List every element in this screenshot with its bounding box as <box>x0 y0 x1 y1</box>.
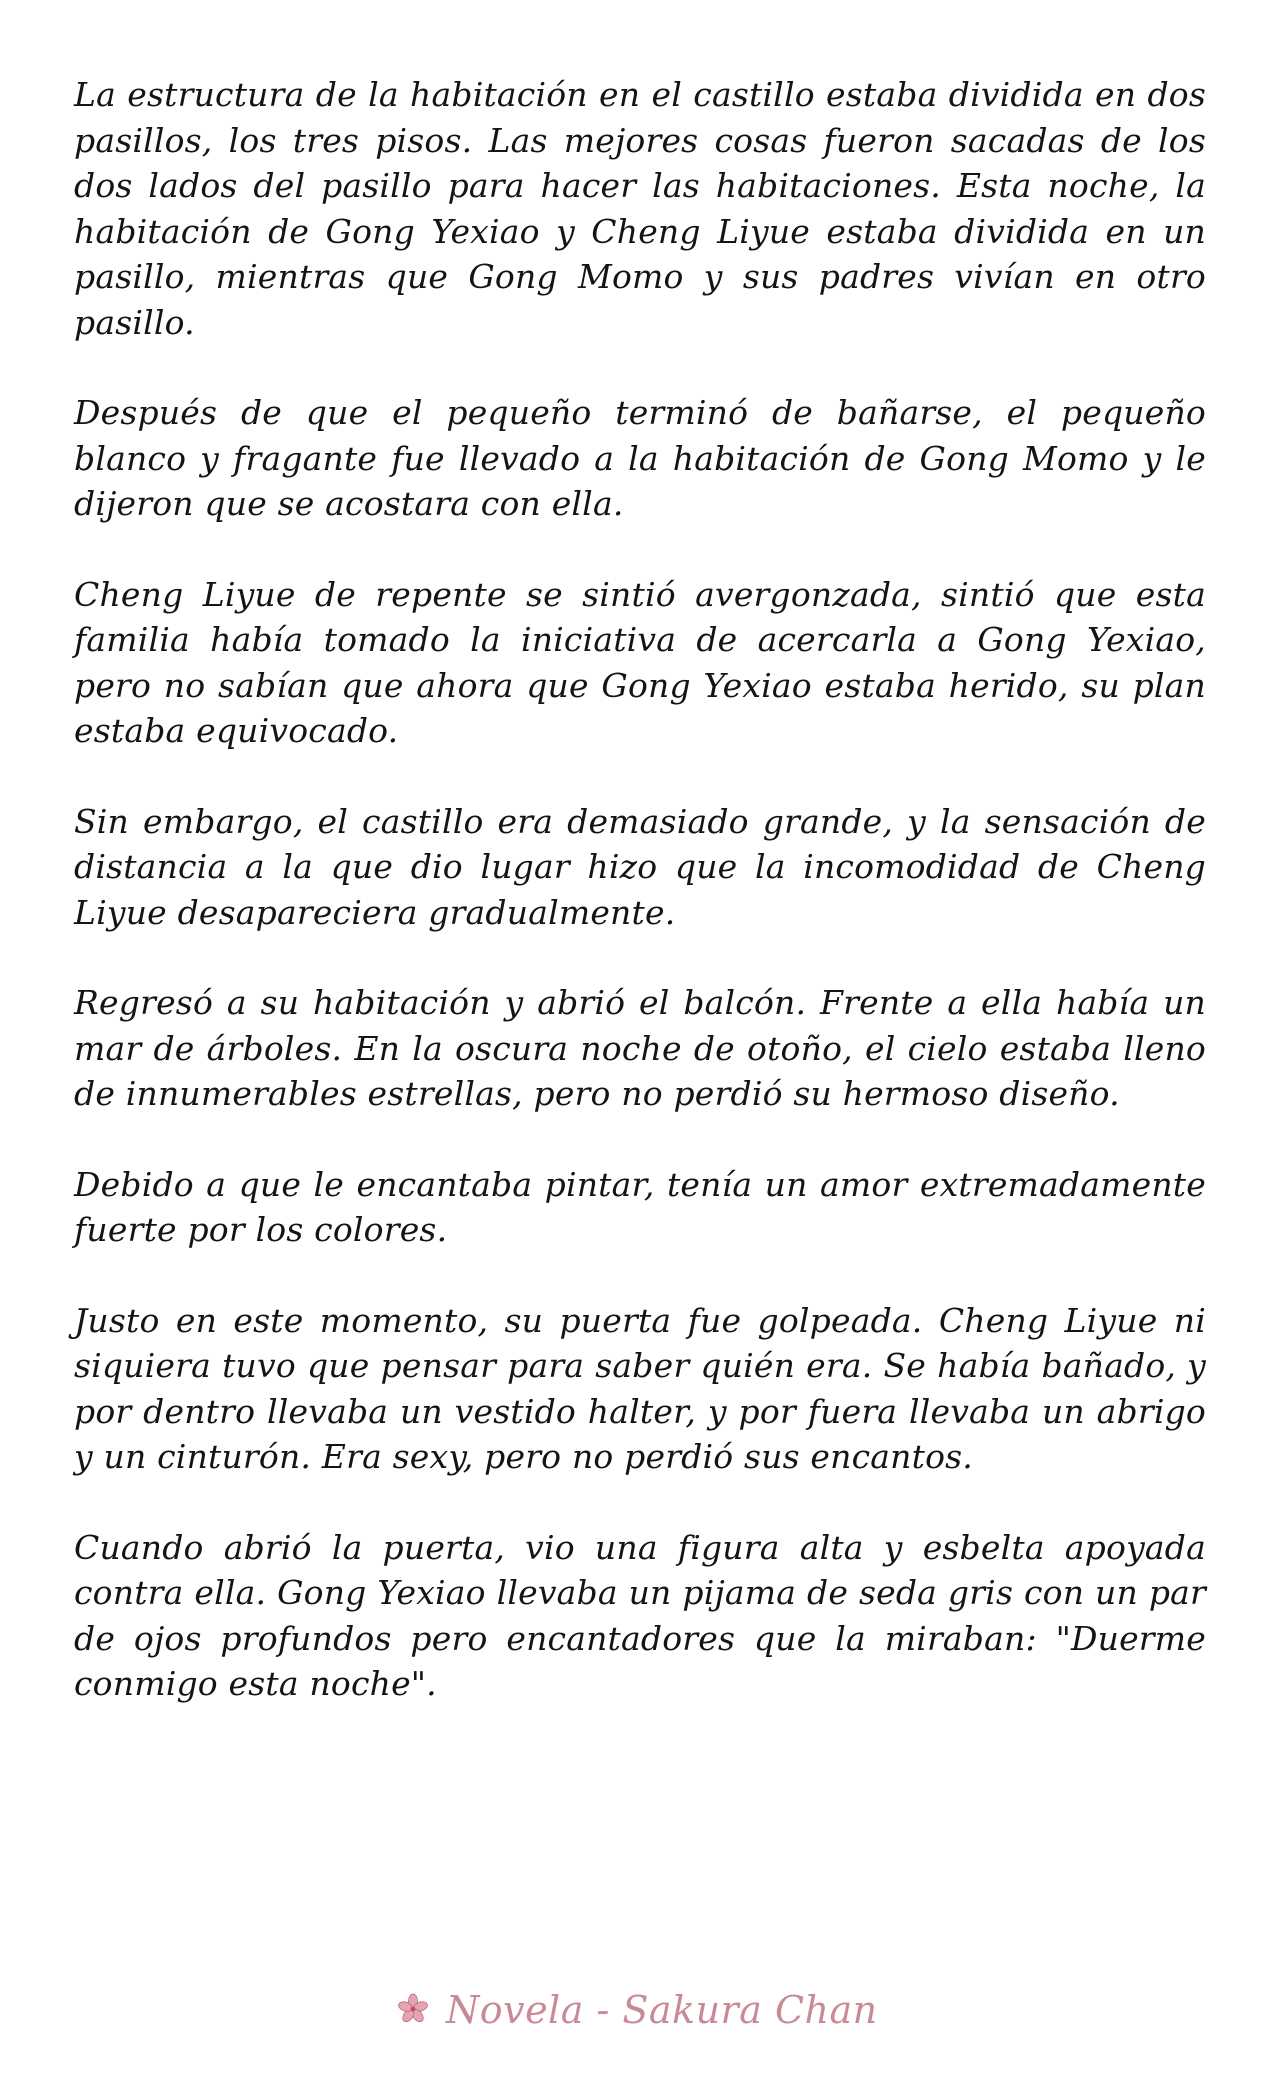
paragraph-6: Debido a que le encantaba pintar, tenía un amor extremadamente fuerte por los colores. <box>74 1164 1206 1249</box>
sakura-flower-icon <box>397 1990 429 2022</box>
paragraph-7: Justo en este momento, su puerta fue golpeada. Cheng Liyue ni siquiera tuvo que pensar para saber quién era. Se había bañado, y por dentro llevaba un vestido halter, y por fuera llevaba un abrigo y un cinturón. Era sexy, pero no perdió sus encantos. <box>74 1300 1206 1476</box>
footer-watermark <box>0 1988 1275 2032</box>
paragraph-4: Sin embargo, el castillo era demasiado grande, y la sensación de distancia a la que dio lugar hizo que la incomodidad de Cheng Liyue desapareciera gradualmente. <box>74 801 1206 932</box>
footer-text: Novela - Sakura Chan <box>445 1988 878 2032</box>
paragraph-3: Cheng Liyue de repente se sintió avergonzada, sintió que esta familia había tomado la iniciativa de acercarla a Gong Yexiao, pero no sabían que ahora que Gong Yexiao estaba herido, su plan estaba equivocado. <box>74 574 1206 750</box>
paragraph-8: Cuando abrió la puerta, vio una figura alta y esbelta apoyada contra ella. Gong Yexiao llevaba un pijama de seda gris con un par de ojos profundos pero encantadores que la miraban: "Duerme conmigo esta noche". <box>74 1527 1206 1703</box>
paragraph-5: Regresó a su habitación y abrió el balcón. Frente a ella había un mar de árboles. En la oscura noche de otoño, el cielo estaba lleno de innumerables estrellas, pero no perdió su hermoso diseño. <box>74 983 1206 1113</box>
paragraph-2: Después de que el pequeño terminó de bañarse, el pequeño blanco y fragante fue llevado a la habitación de Gong Momo y le dijeron que se acostara con ella. <box>74 393 1206 523</box>
document-body <box>74 72 1206 1752</box>
paragraph-1: La estructura de la habitación en el castillo estaba dividida en dos pasillos, los tres pisos. Las mejores cosas fueron sacadas de los dos lados del pasillo para hacer las habitaciones. Esta noche, la habitación de Gong Yexiao y Cheng Liyue estaba dividida en un pasillo, mientras que Gong Momo y sus padres vivían en otro pasillo. <box>74 75 1206 342</box>
